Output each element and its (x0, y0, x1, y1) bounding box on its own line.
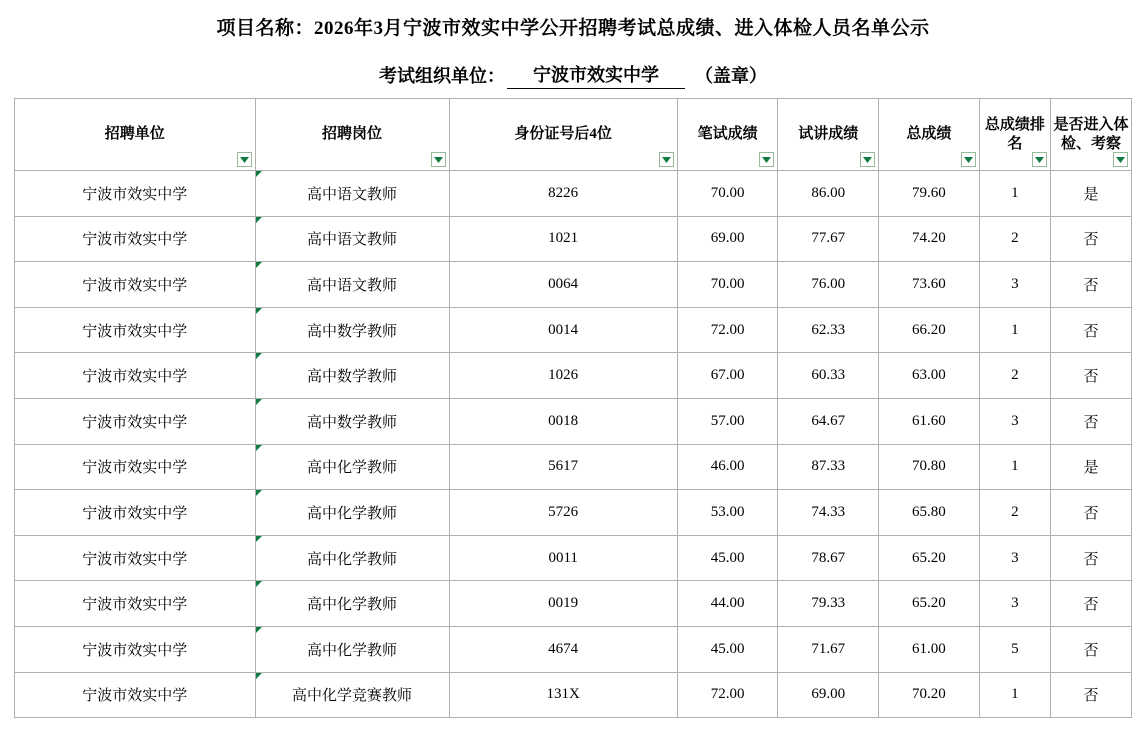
cell-rank[interactable]: 2 (979, 490, 1050, 536)
organizer-value: 宁波市效实中学 (507, 61, 685, 89)
filter-dropdown-icon[interactable] (961, 152, 976, 167)
cell-unit[interactable]: 宁波市效实中学 (15, 444, 256, 490)
organizer-label: 考试组织单位： (379, 66, 505, 86)
cell-lecture-score[interactable]: 76.00 (778, 262, 879, 308)
cell-id-last4[interactable]: 4674 (449, 626, 677, 672)
cell-unit[interactable]: 宁波市效实中学 (15, 216, 256, 262)
cell-lecture-score[interactable]: 86.00 (778, 171, 879, 217)
cell-written-score[interactable]: 46.00 (677, 444, 778, 490)
cell-written-score[interactable]: 69.00 (677, 216, 778, 262)
filter-dropdown-icon[interactable] (759, 152, 774, 167)
column-header-post: 招聘岗位 (255, 99, 449, 171)
table-row (15, 307, 1132, 353)
cell-written-score[interactable]: 57.00 (677, 398, 778, 444)
cell-total-score[interactable]: 63.00 (879, 353, 980, 399)
results-table (14, 98, 1132, 718)
cell-total-score[interactable]: 74.20 (879, 216, 980, 262)
cell-lecture-score[interactable]: 78.67 (778, 535, 879, 581)
cell-unit[interactable]: 宁波市效实中学 (15, 398, 256, 444)
cell-lecture-score[interactable]: 79.33 (778, 581, 879, 627)
filter-dropdown-icon[interactable] (1113, 152, 1128, 167)
cell-post[interactable]: 高中数学教师 (255, 398, 449, 444)
filter-dropdown-icon[interactable] (1032, 152, 1047, 167)
cell-enter-medical[interactable]: 否 (1050, 262, 1131, 308)
cell-enter-medical[interactable]: 否 (1050, 216, 1131, 262)
cell-rank[interactable]: 3 (979, 535, 1050, 581)
cell-total-score[interactable]: 65.80 (879, 490, 980, 536)
cell-lecture-score[interactable]: 77.67 (778, 216, 879, 262)
cell-post[interactable]: 高中语文教师 (255, 262, 449, 308)
cell-enter-medical[interactable]: 否 (1050, 535, 1131, 581)
cell-id-last4[interactable]: 0014 (449, 307, 677, 353)
cell-unit[interactable]: 宁波市效实中学 (15, 353, 256, 399)
cell-written-score[interactable]: 45.00 (677, 626, 778, 672)
cell-post[interactable]: 高中化学竞赛教师 (255, 672, 449, 718)
cell-written-score[interactable]: 70.00 (677, 171, 778, 217)
cell-unit[interactable]: 宁波市效实中学 (15, 672, 256, 718)
table-row (15, 353, 1132, 399)
cell-lecture-score[interactable]: 69.00 (778, 672, 879, 718)
table-row (15, 672, 1132, 718)
cell-id-last4[interactable]: 1026 (449, 353, 677, 399)
cell-post[interactable]: 高中数学教师 (255, 353, 449, 399)
cell-written-score[interactable]: 70.00 (677, 262, 778, 308)
cell-id-last4[interactable]: 5726 (449, 490, 677, 536)
cell-enter-medical[interactable]: 否 (1050, 490, 1131, 536)
cell-enter-medical[interactable]: 否 (1050, 626, 1131, 672)
cell-enter-medical[interactable]: 是 (1050, 444, 1131, 490)
table-row (15, 262, 1132, 308)
cell-total-score[interactable]: 66.20 (879, 307, 980, 353)
cell-written-score[interactable]: 44.00 (677, 581, 778, 627)
cell-unit[interactable]: 宁波市效实中学 (15, 626, 256, 672)
cell-rank[interactable]: 5 (979, 626, 1050, 672)
cell-lecture-score[interactable]: 74.33 (778, 490, 879, 536)
table-body (15, 171, 1132, 718)
filter-dropdown-icon[interactable] (237, 152, 252, 167)
exam-organizer-line (0, 52, 1146, 98)
document-title: 项目名称：2026年3月宁波市效实中学公开招聘考试总成绩、进入体检人员名单公示 (216, 17, 930, 39)
cell-unit[interactable]: 宁波市效实中学 (15, 307, 256, 353)
cell-id-last4[interactable]: 5617 (449, 444, 677, 490)
cell-post[interactable]: 高中化学教师 (255, 444, 449, 490)
cell-rank[interactable]: 3 (979, 262, 1050, 308)
table-header-row (15, 99, 1132, 171)
cell-id-last4[interactable]: 0064 (449, 262, 677, 308)
cell-total-score[interactable]: 79.60 (879, 171, 980, 217)
cell-enter-medical[interactable]: 否 (1050, 581, 1131, 627)
cell-lecture-score[interactable]: 87.33 (778, 444, 879, 490)
cell-post[interactable]: 高中语文教师 (255, 216, 449, 262)
cell-written-score[interactable]: 67.00 (677, 353, 778, 399)
cell-post[interactable]: 高中数学教师 (255, 307, 449, 353)
cell-enter-medical[interactable]: 否 (1050, 353, 1131, 399)
table-row (15, 398, 1132, 444)
cell-post[interactable]: 高中化学教师 (255, 626, 449, 672)
cell-rank[interactable]: 2 (979, 216, 1050, 262)
cell-post[interactable]: 高中化学教师 (255, 535, 449, 581)
column-header-written-score: 笔试成绩 (677, 99, 778, 171)
cell-post[interactable]: 高中化学教师 (255, 581, 449, 627)
cell-id-last4[interactable]: 1021 (449, 216, 677, 262)
cell-total-score[interactable]: 65.20 (879, 535, 980, 581)
cell-rank[interactable]: 3 (979, 398, 1050, 444)
cell-written-score[interactable]: 72.00 (677, 672, 778, 718)
cell-unit[interactable]: 宁波市效实中学 (15, 490, 256, 536)
cell-total-score[interactable]: 65.20 (879, 581, 980, 627)
cell-total-score[interactable]: 70.80 (879, 444, 980, 490)
cell-enter-medical[interactable]: 否 (1050, 307, 1131, 353)
column-header-lecture-score: 试讲成绩 (778, 99, 879, 171)
cell-total-score[interactable]: 70.20 (879, 672, 980, 718)
table-row (15, 171, 1132, 217)
column-header-id-last4: 身份证号后4位 (449, 99, 677, 171)
cell-id-last4[interactable]: 0019 (449, 581, 677, 627)
cell-total-score[interactable]: 61.00 (879, 626, 980, 672)
filter-dropdown-icon[interactable] (431, 152, 446, 167)
cell-written-score[interactable]: 53.00 (677, 490, 778, 536)
cell-rank[interactable]: 1 (979, 672, 1050, 718)
table-row (15, 444, 1132, 490)
cell-rank[interactable]: 1 (979, 307, 1050, 353)
seal-note: （盖章） (695, 66, 767, 86)
cell-enter-medical[interactable]: 是 (1050, 171, 1131, 217)
cell-id-last4[interactable]: 8226 (449, 171, 677, 217)
cell-lecture-score[interactable]: 62.33 (778, 307, 879, 353)
column-header-total-score: 总成绩 (879, 99, 980, 171)
cell-lecture-score[interactable]: 64.67 (778, 398, 879, 444)
cell-rank[interactable]: 2 (979, 353, 1050, 399)
table-row (15, 626, 1132, 672)
table-row (15, 581, 1132, 627)
column-header-unit: 招聘单位 (15, 99, 256, 171)
cell-enter-medical[interactable]: 否 (1050, 672, 1131, 718)
table-row (15, 216, 1132, 262)
table-row (15, 490, 1132, 536)
cell-lecture-score[interactable]: 60.33 (778, 353, 879, 399)
cell-total-score[interactable]: 61.60 (879, 398, 980, 444)
cell-unit[interactable]: 宁波市效实中学 (15, 535, 256, 581)
cell-id-last4[interactable]: 0018 (449, 398, 677, 444)
column-header-enter-medical: 是否进入体检、考察 (1050, 99, 1131, 171)
cell-written-score[interactable]: 72.00 (677, 307, 778, 353)
cell-unit[interactable]: 宁波市效实中学 (15, 581, 256, 627)
cell-rank[interactable]: 1 (979, 171, 1050, 217)
cell-rank[interactable]: 3 (979, 581, 1050, 627)
cell-id-last4[interactable]: 0011 (449, 535, 677, 581)
cell-written-score[interactable]: 45.00 (677, 535, 778, 581)
cell-rank[interactable]: 1 (979, 444, 1050, 490)
table-row (15, 535, 1132, 581)
filter-dropdown-icon[interactable] (659, 152, 674, 167)
cell-total-score[interactable]: 73.60 (879, 262, 980, 308)
filter-dropdown-icon[interactable] (860, 152, 875, 167)
cell-post[interactable]: 高中化学教师 (255, 490, 449, 536)
cell-unit[interactable]: 宁波市效实中学 (15, 171, 256, 217)
cell-unit[interactable]: 宁波市效实中学 (15, 262, 256, 308)
column-header-rank: 总成绩排名 (979, 99, 1050, 171)
cell-post[interactable]: 高中语文教师 (255, 171, 449, 217)
cell-id-last4[interactable]: 131X (449, 672, 677, 718)
cell-enter-medical[interactable]: 否 (1050, 398, 1131, 444)
cell-lecture-score[interactable]: 71.67 (778, 626, 879, 672)
